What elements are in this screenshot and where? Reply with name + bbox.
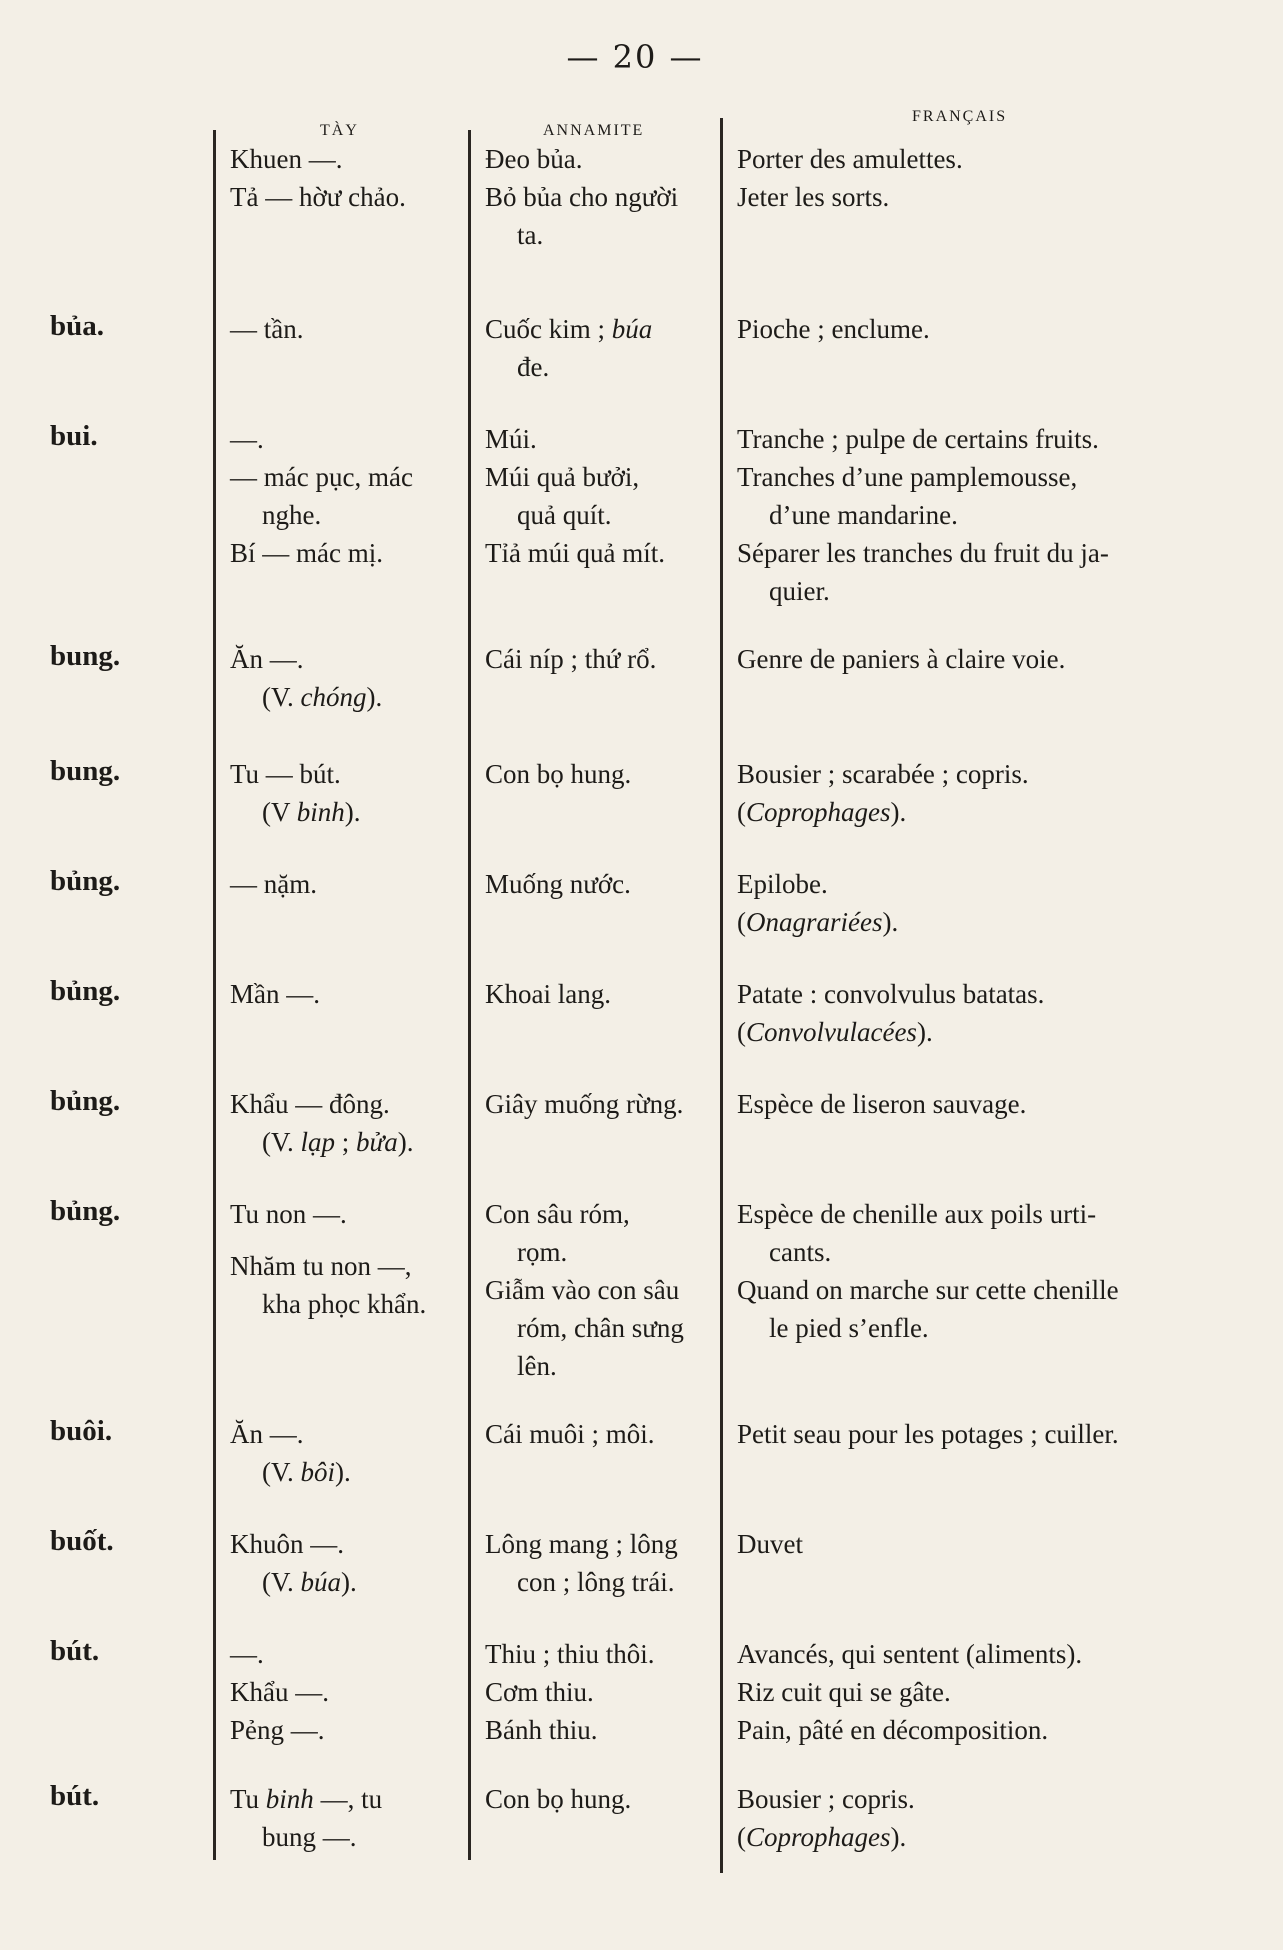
entry-francais-line: le pied s’enfle. bbox=[769, 1313, 929, 1343]
entry-headword: buốt. bbox=[50, 1525, 114, 1557]
entry-tay-line: Bí — mác mị. bbox=[230, 538, 383, 568]
entry-annamite-line: Bỏ bủa cho người bbox=[485, 182, 679, 212]
entry-tay-line: Pẻng —. bbox=[230, 1715, 325, 1745]
entry-annamite-column bbox=[485, 1635, 717, 1749]
column-rule-right bbox=[720, 118, 723, 1873]
entry-francais-line: Riz cuit qui se gâte. bbox=[737, 1677, 951, 1707]
entry-francais-line: Duvet bbox=[737, 1529, 803, 1559]
entry-headword: bung. bbox=[50, 755, 121, 787]
entry-tay-line: (V binh). bbox=[262, 797, 361, 827]
entry-tay-line bbox=[230, 1233, 466, 1247]
entry-annamite-line: rọm. bbox=[517, 1237, 568, 1267]
entry-headword: bút. bbox=[50, 1635, 100, 1667]
entry-francais-line: Porter des amulettes. bbox=[737, 144, 963, 174]
entry-tay-line: (V. bôi). bbox=[262, 1457, 351, 1487]
entry-tay-column bbox=[230, 1635, 466, 1749]
entry-francais-line: Tranches d’une pamplemousse, bbox=[737, 462, 1078, 492]
entry-tay-line: (V. chóng). bbox=[262, 682, 383, 712]
entry-annamite-column bbox=[485, 755, 717, 793]
entry-francais-line: Patate : convolvulus batatas. bbox=[737, 979, 1045, 1009]
entry-francais-column bbox=[737, 640, 1217, 678]
entry-headword: bút. bbox=[50, 1780, 100, 1812]
entry-annamite-line: Thiu ; thiu thôi. bbox=[485, 1639, 655, 1669]
entry-francais-line: Tranche ; pulpe de certains fruits. bbox=[737, 424, 1099, 454]
entry-annamite-line: Cái níp ; thứ rổ. bbox=[485, 644, 657, 674]
entry-annamite-column bbox=[485, 1780, 717, 1818]
entry-tay-column bbox=[230, 1085, 466, 1161]
entry-francais-line: Pioche ; enclume. bbox=[737, 314, 930, 344]
entry-francais-column bbox=[737, 1415, 1217, 1453]
column-rule-left bbox=[213, 130, 216, 1860]
entry-annamite-line: Con sâu róm, bbox=[485, 1199, 630, 1229]
entry-annamite-column bbox=[485, 1525, 717, 1601]
entry-tay-column bbox=[230, 1195, 466, 1323]
entry-tay-column bbox=[230, 975, 466, 1013]
entry-francais-column bbox=[737, 140, 1217, 216]
entry-annamite-column bbox=[485, 1195, 717, 1385]
entry-francais-column bbox=[737, 975, 1217, 1051]
entry-tay-column bbox=[230, 1780, 466, 1856]
entry-annamite-line: lên. bbox=[517, 1351, 557, 1381]
entry-tay-line: Khuen —. bbox=[230, 144, 343, 174]
entry-francais-line: Espèce de liseron sauvage. bbox=[737, 1089, 1027, 1119]
entry-tay-line: Khuôn —. bbox=[230, 1529, 344, 1559]
entry-annamite-column bbox=[485, 1085, 717, 1123]
entry-annamite-line: Đeo bủa. bbox=[485, 144, 583, 174]
entry-tay-line: — nặm. bbox=[230, 869, 317, 899]
entry-francais-line: (Convolvulacées). bbox=[737, 1017, 933, 1047]
entry-tay-line: Mần —. bbox=[230, 979, 320, 1009]
entry-francais-line: Avancés, qui sentent (aliments). bbox=[737, 1639, 1083, 1669]
entry-annamite-line: Múi quả bưởi, bbox=[485, 462, 640, 492]
entry-annamite-line: Cái muôi ; môi. bbox=[485, 1419, 655, 1449]
entry-annamite-line: Muống nước. bbox=[485, 869, 631, 899]
entry-francais-column bbox=[737, 1780, 1217, 1856]
entry-francais-line: Séparer les tranches du fruit du ja- bbox=[737, 538, 1109, 568]
entry-tay-line: kha phọc khẩn. bbox=[262, 1289, 427, 1319]
entry-annamite-column bbox=[485, 420, 717, 572]
entry-tay-line: Ăn —. bbox=[230, 644, 304, 674]
entry-tay-line: Khẩu — đông. bbox=[230, 1089, 390, 1119]
entry-francais-line: Quand on marche sur cette chenille bbox=[737, 1275, 1119, 1305]
entry-francais-line: Petit seau pour les potages ; cuiller. bbox=[737, 1419, 1119, 1449]
entry-francais-column bbox=[737, 310, 1217, 348]
entry-annamite-line: Giây muống rừng. bbox=[485, 1089, 684, 1119]
entry-annamite-column bbox=[485, 1415, 717, 1453]
entry-annamite-line: Tỉả múi quả mít. bbox=[485, 538, 665, 568]
entry-francais-line: (Onagrariées). bbox=[737, 907, 899, 937]
entry-francais-line: Genre de paniers à claire voie. bbox=[737, 644, 1066, 674]
entry-headword: bủng. bbox=[50, 1195, 121, 1227]
page-number: — 20 — bbox=[566, 38, 704, 76]
entry-tay-line: Nhăm tu non —, bbox=[230, 1251, 412, 1281]
entry-francais-line: Epilobe. bbox=[737, 869, 828, 899]
entry-headword: bủng. bbox=[50, 865, 121, 897]
entry-francais-line: Jeter les sorts. bbox=[737, 182, 890, 212]
entry-francais-column bbox=[737, 755, 1217, 831]
entry-tay-column bbox=[230, 755, 466, 831]
entry-annamite-line: Lông mang ; lông bbox=[485, 1529, 678, 1559]
entry-tay-line: Tu — bút. bbox=[230, 759, 341, 789]
entry-francais-column bbox=[737, 1195, 1217, 1347]
entry-headword: buôi. bbox=[50, 1415, 113, 1447]
entry-francais-line: Bousier ; copris. bbox=[737, 1784, 915, 1814]
entry-annamite-line: con ; lông trái. bbox=[517, 1567, 675, 1597]
entry-tay-line: Tu non —. bbox=[230, 1199, 347, 1229]
entry-tay-line: Ăn —. bbox=[230, 1419, 304, 1449]
entry-headword: bủa. bbox=[50, 310, 105, 342]
entry-francais-line: d’une mandarine. bbox=[769, 500, 958, 530]
entry-tay-column bbox=[230, 1525, 466, 1601]
entry-francais-column bbox=[737, 1525, 1217, 1563]
entry-francais-line: cants. bbox=[769, 1237, 832, 1267]
entry-tay-line: — mác pục, mác bbox=[230, 462, 413, 492]
entry-francais-line: Bousier ; scarabée ; copris. bbox=[737, 759, 1029, 789]
entry-francais-column bbox=[737, 1085, 1217, 1123]
entry-francais-column bbox=[737, 420, 1217, 610]
entry-tay-column bbox=[230, 640, 466, 716]
entry-annamite-line: Cuốc kim ; búa bbox=[485, 314, 653, 344]
entry-tay-column bbox=[230, 140, 466, 216]
header-tay: TÀY bbox=[320, 122, 359, 139]
entry-headword: bủng. bbox=[50, 975, 121, 1007]
entry-francais-line: quier. bbox=[769, 576, 830, 606]
entry-francais-line: Espèce de chenille aux poils urti- bbox=[737, 1199, 1097, 1229]
entry-tay-line: —. bbox=[230, 424, 264, 454]
entry-annamite-line: Cơm thiu. bbox=[485, 1677, 594, 1707]
header-annamite: ANNAMITE bbox=[543, 122, 645, 139]
entry-annamite-line: quả quít. bbox=[517, 500, 612, 530]
entry-tay-line: Khẩu —. bbox=[230, 1677, 329, 1707]
entry-annamite-line: Khoai lang. bbox=[485, 979, 611, 1009]
entry-annamite-column bbox=[485, 865, 717, 903]
entry-tay-line: — tần. bbox=[230, 314, 304, 344]
entry-annamite-line: Bánh thiu. bbox=[485, 1715, 598, 1745]
entry-annamite-column bbox=[485, 640, 717, 678]
entry-tay-line: —. bbox=[230, 1639, 264, 1669]
entry-francais-line: (Coprophages). bbox=[737, 1822, 907, 1852]
entry-tay-column bbox=[230, 310, 466, 348]
entry-francais-column bbox=[737, 1635, 1217, 1749]
entry-annamite-column bbox=[485, 310, 717, 386]
entry-tay-line: Tả — hờư chảo. bbox=[230, 182, 406, 212]
entry-francais-line: Pain, pâté en décomposition. bbox=[737, 1715, 1049, 1745]
entry-tay-line: (V. búa). bbox=[262, 1567, 357, 1597]
entry-francais-column bbox=[737, 865, 1217, 941]
column-rule-middle bbox=[468, 130, 471, 1860]
entry-annamite-line: ta. bbox=[517, 220, 544, 250]
entry-annamite-column bbox=[485, 140, 717, 254]
header-francais: FRANÇAIS bbox=[912, 108, 1008, 125]
entry-francais-line: (Coprophages). bbox=[737, 797, 907, 827]
entry-tay-line: (V. lạp ; bửa). bbox=[262, 1127, 414, 1157]
entry-tay-column bbox=[230, 420, 466, 572]
entry-annamite-line: Con bọ hung. bbox=[485, 1784, 632, 1814]
entry-annamite-line: đe. bbox=[517, 352, 550, 382]
entry-annamite-line: Giẫm vào con sâu bbox=[485, 1275, 680, 1305]
entry-headword: bủng. bbox=[50, 1085, 121, 1117]
entry-tay-line: Tu binh —, tu bbox=[230, 1784, 383, 1814]
entry-annamite-line: Con bọ hung. bbox=[485, 759, 632, 789]
entry-headword: bung. bbox=[50, 640, 121, 672]
entry-annamite-column bbox=[485, 975, 717, 1013]
entry-tay-column bbox=[230, 1415, 466, 1491]
entry-tay-line: bung —. bbox=[262, 1822, 357, 1852]
entry-annamite-line: Múi. bbox=[485, 424, 537, 454]
entry-headword: bui. bbox=[50, 420, 98, 452]
entry-tay-line: nghe. bbox=[262, 500, 322, 530]
entry-annamite-line: róm, chân sưng bbox=[517, 1313, 684, 1343]
entry-tay-column bbox=[230, 865, 466, 903]
